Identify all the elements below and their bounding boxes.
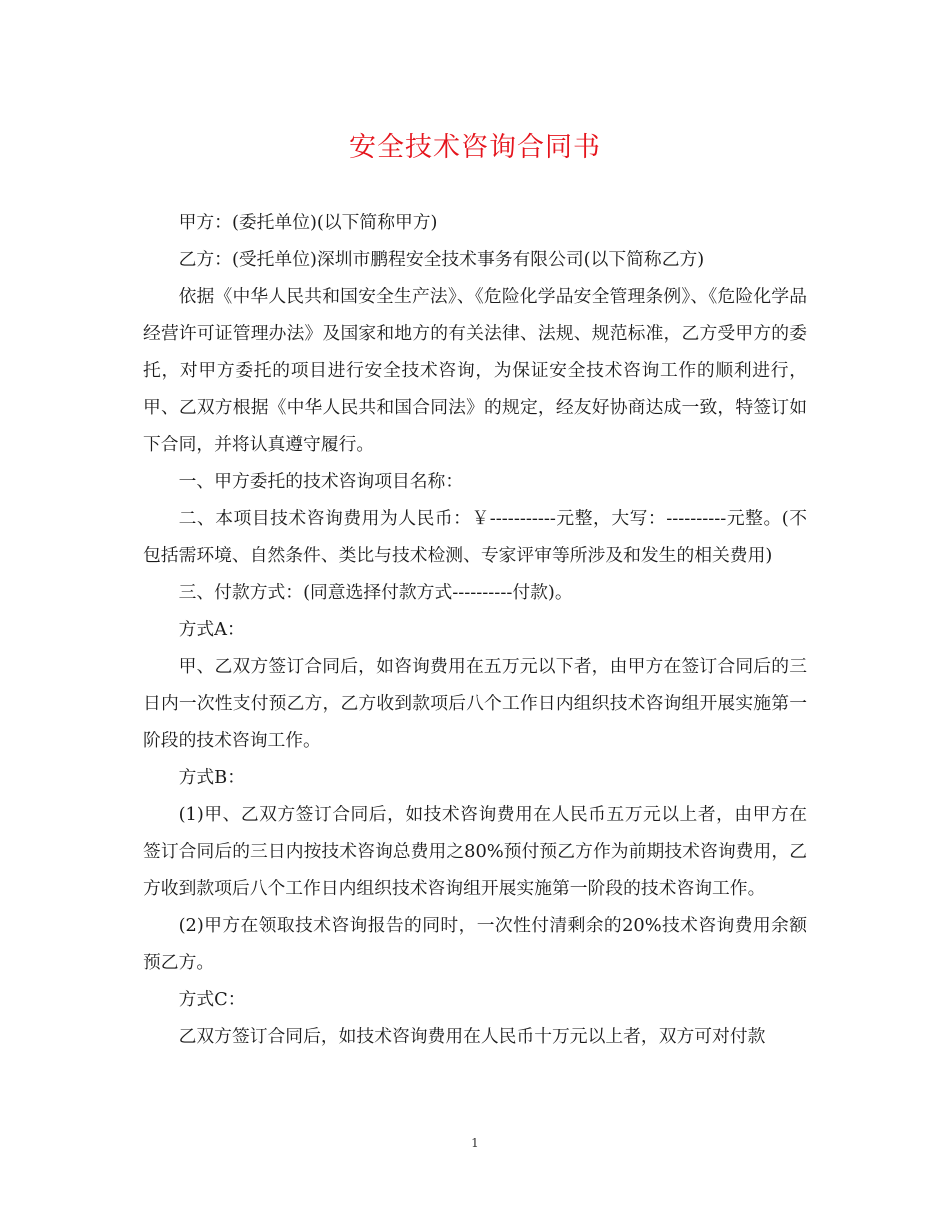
method-b-item-1: (1)甲、乙双方签订合同后，如技术咨询费用在人民币五万元以上者，由甲方在签订合同后的三日内按技术咨询总费用之80%预付预乙方作为前期技术咨询费用，乙方收到款项后八个工作日内组织技术咨询组开展实施第一阶段的技术咨询工作。 [143, 804, 807, 899]
document-body [143, 204, 807, 1055]
method-b-heading: 方式B： [178, 767, 246, 788]
preamble-paragraph: 依据《中华人民共和国安全生产法》、《危险化学品安全管理条例》、《危险化学品经营许可证管理办法》及国家和地方的有关法律、法规、规范标准，乙方受甲方的委托，对甲方委托的项目进行安全技术咨询，为保证安全技术咨询工作的顺利进行，甲、乙双方根据《中华人民共和国合同法》的规定，经友好协商达成一致，特签订如下合同，并将认真遵守履行。 [143, 286, 807, 455]
method-a-heading: 方式A： [178, 619, 245, 640]
clause-payment-method: 三、付款方式：(同意选择付款方式----------付款)。 [178, 582, 573, 603]
page-number: 1 [471, 1136, 479, 1150]
party-b-line: 乙方：(受托单位)深圳市鹏程安全技术事务有限公司(以下简称乙方) [178, 249, 705, 270]
party-a-line: 甲方：(委托单位)(以下简称甲方) [178, 212, 438, 233]
method-c-heading: 方式C： [178, 989, 246, 1010]
clause-project-name: 一、甲方委托的技术咨询项目名称： [178, 471, 464, 492]
method-a-paragraph: 甲、乙双方签订合同后，如咨询费用在五万元以下者，由甲方在签订合同后的三日内一次性支付预乙方，乙方收到款项后八个工作日内组织技术咨询组开展实施第一阶段的技术咨询工作。 [143, 656, 807, 751]
document-title: 安全技术咨询合同书 [349, 132, 601, 163]
method-c-paragraph: 乙双方签订合同后，如技术咨询费用在人民币十万元以上者，双方可对付款 [178, 1026, 766, 1047]
clause-fee: 二、本项目技术咨询费用为人民币：￥-----------元整，大写：----------元整。(不包括需环境、自然条件、类比与技术检测、专家评审等所涉及和发生的相关费用) [143, 508, 807, 566]
method-b-item-2: (2)甲方在领取技术咨询报告的同时，一次性付清剩余的20%技术咨询费用余额预乙方。 [143, 915, 807, 973]
